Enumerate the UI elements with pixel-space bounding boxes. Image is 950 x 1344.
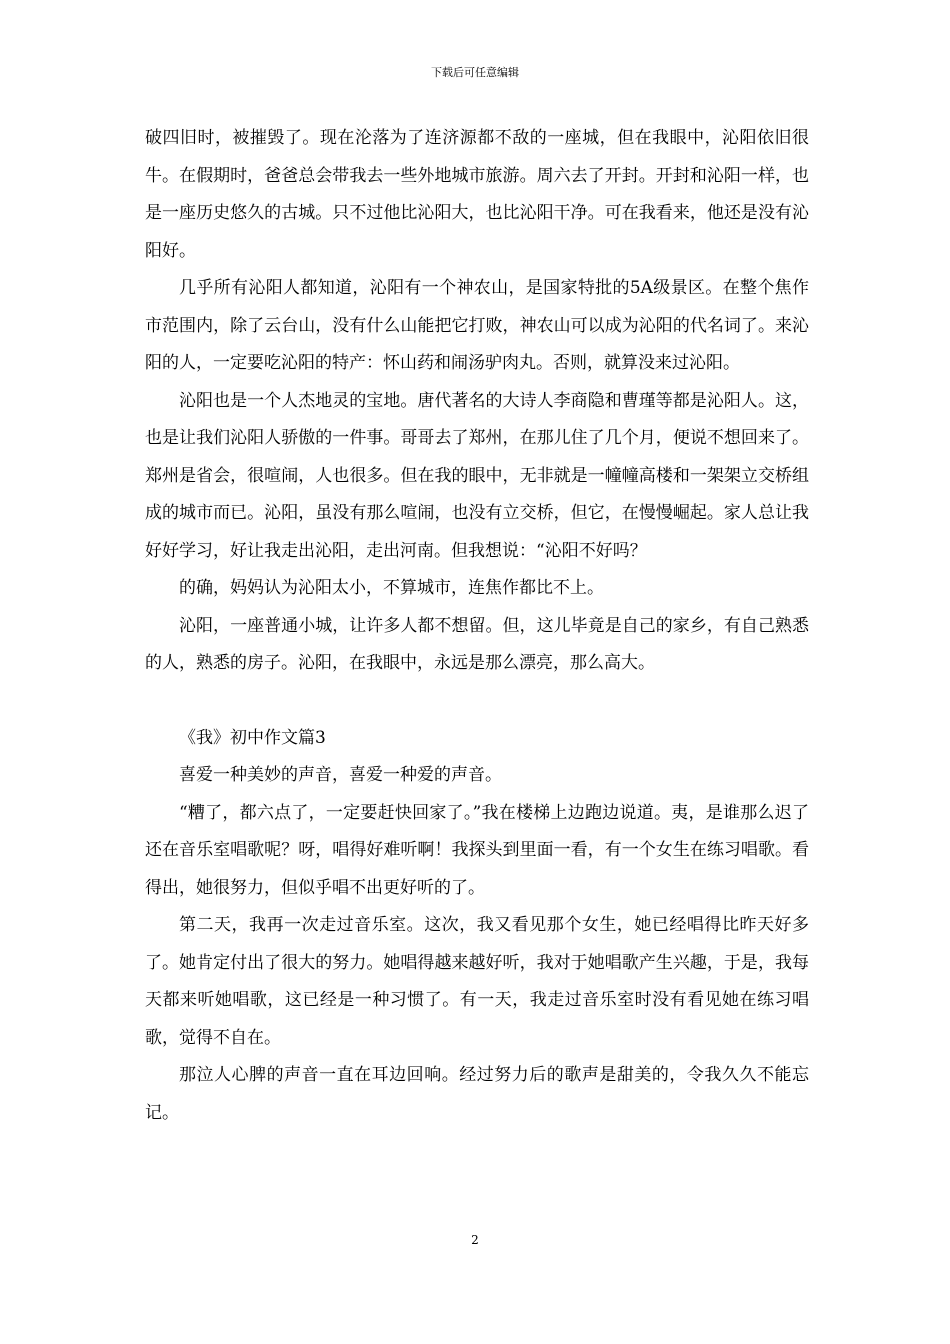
paragraph: 沁阳也是一个人杰地灵的宝地。唐代著名的大诗人李商隐和曹瑾等都是沁阳人。这，也是让我们沁阳人骄傲的一件事。哥哥去了郑州，在那儿住了几个月，便说不想回来了。郑州是省会，很喧闹，人也很多。但在我的眼中，无非就是一幢幢高楼和一架架立交桥组成的城市而已。沁阳，虽没有那么喧闹，也没有立交桥，但它，在慢慢崛起。家人总让我好好学习，好让我走出沁阳，走出河南。但我想说：“沁阳不好吗？	[145, 390, 809, 561]
paragraph: 沁阳，一座普通小城，让许多人都不想留。但，这儿毕竟是自己的家乡，有自己熟悉的人，熟悉的房子。沁阳，在我眼中，永远是那么漂亮，那么高大。	[145, 615, 809, 673]
paragraph: 第二天，我再一次走过音乐室。这次，我又看见那个女生，她已经唱得比昨天好多了。她肯定付出了很大的努力。她唱得越来越好听，我对于她唱歌产生兴趣，于是，我每天都来听她唱歌，这已经是一种习惯了。有一天，我走过音乐室时没有看见她在练习唱歌，觉得不自在。	[145, 915, 809, 1048]
paragraph: 那泣人心脾的声音一直在耳边回响。经过努力后的歌声是甜美的，令我久久不能忘记。	[145, 1065, 809, 1123]
paragraph: “糟了，都六点了，一定要赶快回家了。”我在楼梯上边跑边说道。夷，是谁那么迟了还在音乐室唱歌呢？呀，唱得好难听啊！我探头到里面一看，有一个女生在练习唱歌。看得出，她很努力，但似乎唱不出更好听的了。	[145, 802, 809, 898]
page-number: 2	[471, 1233, 479, 1247]
page-header: 下载后可任意编辑	[431, 66, 519, 79]
paragraph: 破四旧时，被摧毁了。现在沦落为了连济源都不敌的一座城，但在我眼中，沁阳依旧很牛。在假期时，爸爸总会带我去一些外地城市旅游。周六去了开封。开封和沁阳一样，也是一座历史悠久的古城。只不过他比沁阳大，也比沁阳干净。可在我看来，他还是没有沁阳好。	[145, 128, 809, 261]
section-title: 《我》初中作文篇3	[179, 727, 326, 748]
section-gap	[145, 683, 809, 720]
paragraph: 的确，妈妈认为沁阳太小，不算城市，连焦作都比不上。	[179, 578, 604, 598]
paragraph: 喜爱一种美妙的声音，喜爱一种爱的声音。	[179, 765, 502, 785]
document-body	[145, 120, 809, 1132]
paragraph: 几乎所有沁阳人都知道，沁阳有一个神农山，是国家特批的5A级景区。在整个焦作市范围内，除了云台山，没有什么山能把它打败，神农山可以成为沁阳的代名词了。来沁阳的人，一定要吃沁阳的特产：怀山药和闹汤驴肉丸。否则，就算没来过沁阳。	[145, 278, 809, 373]
